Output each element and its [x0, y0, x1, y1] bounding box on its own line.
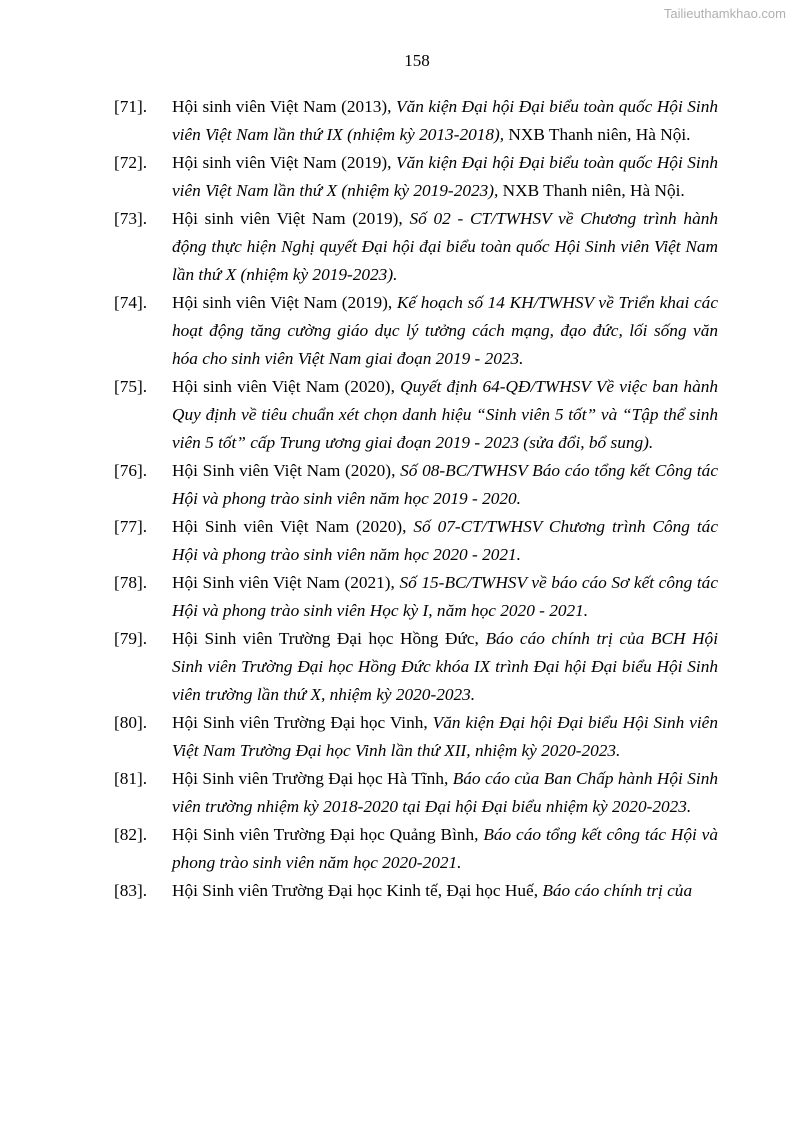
reference-item [114, 513, 718, 569]
reference-title: Kế hoạch số 14 KH/TWHSV về Triển khai các hoạt động tăng cường giáo dục lý tưởng cách mạng, đạo đức, lối sống văn hóa cho sinh viên Việt Nam giai đoạn 2019 - 2023. [172, 293, 718, 368]
reference-author: Hội sinh viên Việt Nam (2019), [172, 153, 397, 172]
reference-title: Quyết định 64-QĐ/TWHSV Về việc ban hành Quy định về tiêu chuẩn xét chọn danh hiệu “Sinh viên 5 tốt” và “Tập thể sinh viên 5 tốt” cấp Trung ương giai đoạn 2019 - 2023 (sửa đổi, bổ sung). [172, 377, 718, 452]
reference-number: [76]. [114, 461, 148, 480]
reference-title: Văn kiện Đại hội Đại biểu toàn quốc Hội Sinh viên Việt Nam lần thứ IX (nhiệm kỳ 2013-2018), [172, 97, 718, 144]
reference-author: Hội Sinh viên Trường Đại học Kinh tế, Đại học Huế, [172, 881, 543, 900]
reference-author: Hội sinh viên Việt Nam (2020), [172, 377, 401, 396]
reference-item [114, 457, 718, 513]
reference-title: Số 15-BC/TWHSV về báo cáo Sơ kết công tác Hội và phong trào sinh viên Học kỳ I, năm học 2020 - 2021. [172, 573, 718, 620]
reference-title: Số 08-BC/TWHSV Báo cáo tổng kết Công tác Hội và phong trào sinh viên năm học 2019 - 2020. [172, 461, 718, 508]
reference-number: [78]. [114, 573, 148, 592]
reference-author: Hội Sinh viên Việt Nam (2020), [172, 461, 401, 480]
reference-author: Hội sinh viên Việt Nam (2013), [172, 97, 397, 116]
reference-title: Báo cáo tổng kết công tác Hội và phong trào sinh viên năm học 2020-2021. [172, 825, 718, 872]
reference-number: [79]. [114, 629, 148, 648]
reference-item [114, 877, 718, 905]
reference-number: [75]. [114, 377, 148, 396]
reference-item [114, 373, 718, 457]
reference-author: Hội Sinh viên Trường Đại học Vinh, [172, 713, 433, 732]
reference-number: [71]. [114, 97, 148, 116]
reference-item [114, 821, 718, 877]
page-number: 158 [404, 51, 430, 70]
reference-title: Báo cáo chính trị của BCH Hội Sinh viên Trường Đại học Hồng Đức khóa IX trình Đại hội Đại biểu Hội Sinh viên trường lần thứ X, nhiệm kỳ 2020-2023. [172, 629, 718, 704]
reference-author: Hội sinh viên Việt Nam (2019), [172, 293, 397, 312]
reference-item [114, 569, 718, 625]
reference-publisher: NXB Thanh niên, Hà Nội. [498, 181, 685, 200]
reference-publisher: NXB Thanh niên, Hà Nội. [504, 125, 691, 144]
reference-number: [74]. [114, 293, 148, 312]
reference-number: [77]. [114, 517, 148, 536]
reference-title: Báo cáo của Ban Chấp hành Hội Sinh viên trường nhiệm kỳ 2018-2020 tại Đại hội Đại biểu nhiệm kỳ 2020-2023. [172, 769, 718, 816]
reference-item [114, 625, 718, 709]
reference-number: [81]. [114, 769, 148, 788]
reference-number: [82]. [114, 825, 148, 844]
reference-number: [83]. [114, 881, 148, 900]
reference-author: Hội sinh viên Việt Nam (2019), [172, 209, 410, 228]
watermark: Tailieuthamkhao.com [663, 6, 786, 21]
reference-number: [80]. [114, 713, 148, 732]
reference-author: Hội Sinh viên Trường Đại học Hồng Đức, [172, 629, 486, 648]
reference-number: [73]. [114, 209, 148, 228]
reference-title: Báo cáo chính trị của [542, 881, 693, 900]
reference-author: Hội Sinh viên Trường Đại học Hà Tĩnh, [172, 769, 453, 788]
reference-list [114, 93, 718, 905]
reference-item [114, 149, 718, 205]
reference-title: Văn kiện Đại hội Đại biểu Hội Sinh viên Việt Nam Trường Đại học Vinh lần thứ XII, nhiệm kỳ 2020-2023. [172, 713, 718, 760]
reference-item [114, 205, 718, 289]
reference-title: Số 07-CT/TWHSV Chương trình Công tác Hội và phong trào sinh viên năm học 2020 - 2021. [172, 517, 718, 564]
reference-item [114, 289, 718, 373]
reference-item [114, 765, 718, 821]
reference-author: Hội Sinh viên Việt Nam (2020), [172, 517, 414, 536]
reference-item [114, 93, 718, 149]
reference-title: Số 02 - CT/TWHSV về Chương trình hành động thực hiện Nghị quyết Đại hội đại biểu toàn quốc Hội Sinh viên Việt Nam lần thứ X (nhiệm kỳ 2019-2023). [172, 209, 718, 284]
reference-item [114, 709, 718, 765]
reference-author: Hội Sinh viên Việt Nam (2021), [172, 573, 400, 592]
reference-title: Văn kiện Đại hội Đại biểu toàn quốc Hội Sinh viên Việt Nam lần thứ X (nhiệm kỳ 2019-2023), [172, 153, 718, 200]
reference-author: Hội Sinh viên Trường Đại học Quảng Bình, [172, 825, 484, 844]
reference-number: [72]. [114, 153, 148, 172]
